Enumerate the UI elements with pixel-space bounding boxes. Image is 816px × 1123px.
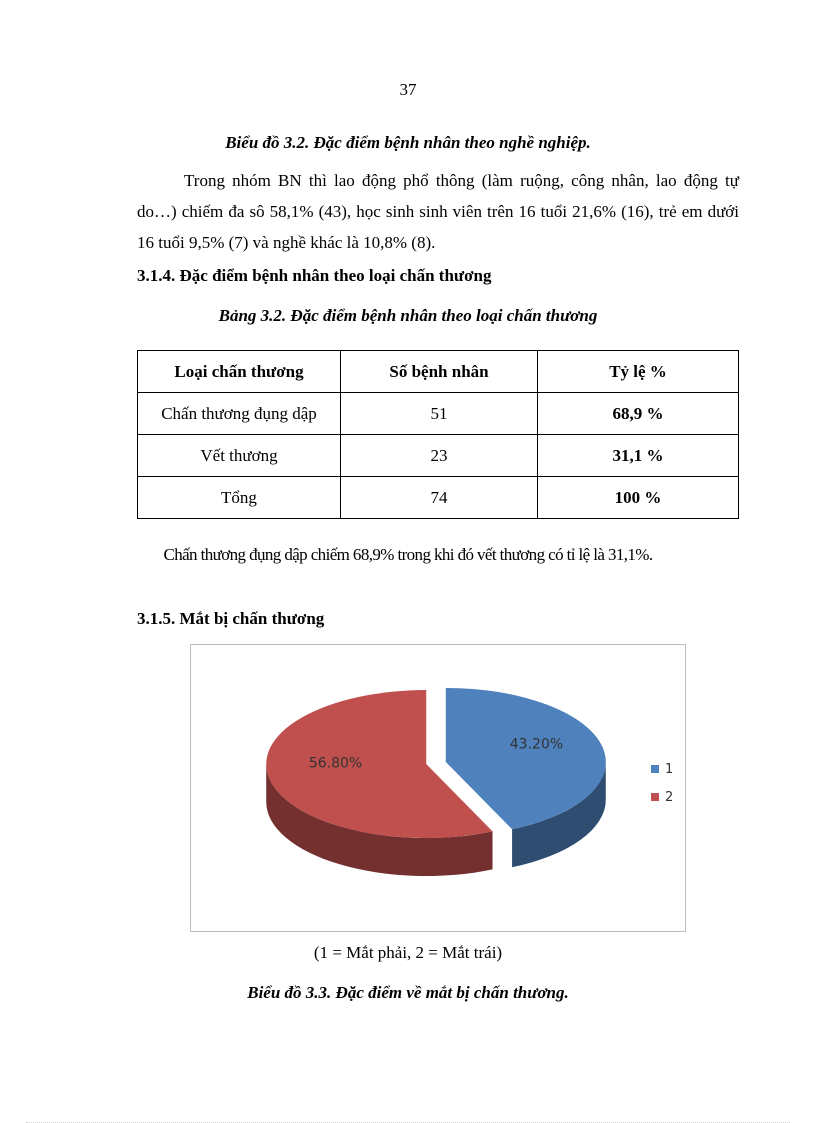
figure-3-2-caption: Biểu đồ 3.2. Đặc điểm bệnh nhân theo nghề nghiệp. — [225, 133, 591, 152]
table-header-cell: Tỷ lệ % — [538, 351, 739, 393]
injury-type-table — [137, 350, 739, 519]
legend-label-2: 2 — [665, 790, 674, 805]
chart-legend-note: (1 = Mắt phải, 2 = Mắt trái) — [313, 943, 503, 962]
table-header-cell: Loại chấn thương — [138, 351, 341, 393]
legend-label-1: 1 — [665, 762, 674, 777]
legend-swatch-2 — [651, 793, 659, 801]
legend-swatch-1 — [651, 765, 659, 773]
section-3-1-4-heading: 3.1.4. Đặc điểm bệnh nhân theo loại chấn thương — [137, 266, 492, 285]
table-row — [138, 435, 739, 477]
table-row — [138, 393, 739, 435]
table-cell: 31,1 % — [538, 435, 739, 477]
table-cell: Chấn thương đụng dập — [138, 393, 341, 435]
paragraph-injury-summary: Chấn thương đụng dập chiếm 68,9% trong khi đó vết thương có tỉ lệ là 31,1%. — [163, 545, 653, 564]
pie-chart-svg — [191, 645, 685, 931]
table-header-cell: Số bệnh nhân — [341, 351, 538, 393]
table-cell: 51 — [341, 393, 538, 435]
table-cell: Tổng — [138, 477, 341, 519]
pie-data-label-1: 43.20% — [509, 736, 564, 753]
table-cell: 23 — [341, 435, 538, 477]
section-3-1-5-heading: 3.1.5. Mắt bị chấn thương — [137, 609, 325, 628]
table-cell: 100 % — [538, 477, 739, 519]
table-row — [138, 477, 739, 519]
page-number: 37 — [399, 80, 417, 99]
pie-data-label-2: 56.80% — [308, 755, 363, 772]
table-cell: 74 — [341, 477, 538, 519]
table-cell: 68,9 % — [538, 393, 739, 435]
paragraph-occupation: Trong nhóm BN thì lao động phổ thông (làm ruộng, công nhân, lao động tự do…) chiếm đa sô 58,1% (43), học sinh sinh viên trên 16 tuổi 21,6% (16), trẻ em dưới 16 tuổi 9,5% (7) và nghề khác là 10,8% (8). — [137, 171, 739, 252]
eye-injury-pie-chart — [190, 644, 686, 932]
figure-3-3-caption: Biểu đồ 3.3. Đặc điểm về mắt bị chấn thương. — [247, 983, 569, 1002]
table-header-row — [138, 351, 739, 393]
table-cell: Vết thương — [138, 435, 341, 477]
table-3-2-caption: Bảng 3.2. Đặc điểm bệnh nhân theo loại chấn thương — [218, 306, 598, 325]
